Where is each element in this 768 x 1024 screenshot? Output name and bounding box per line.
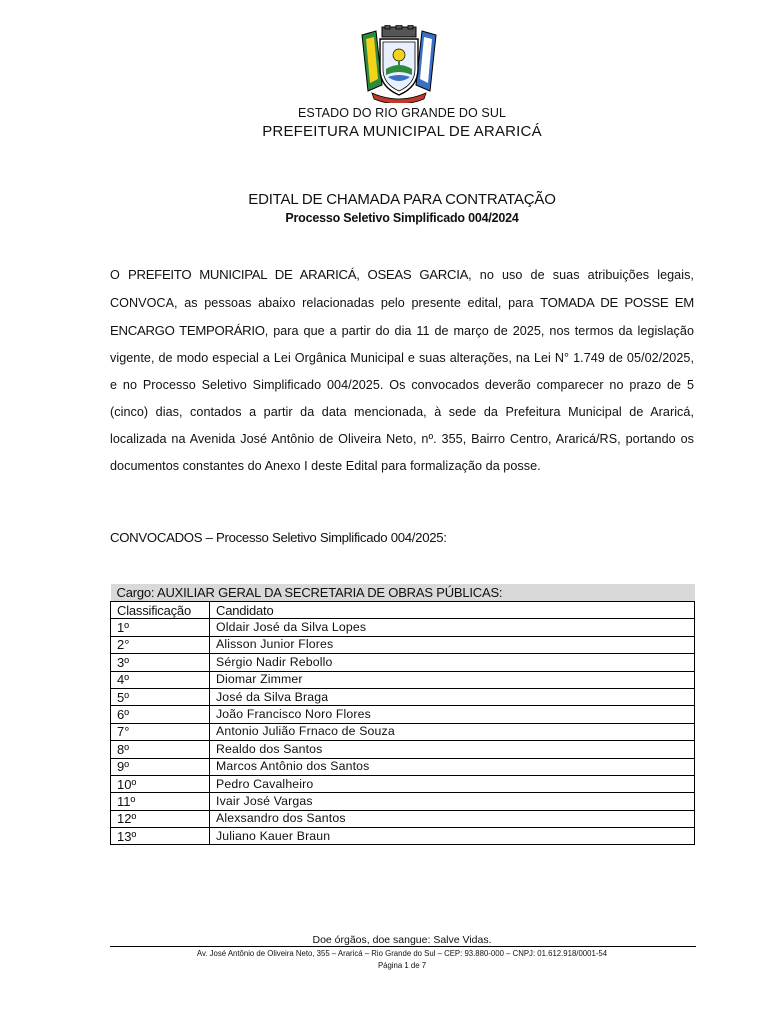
body-text-part: , no uso de suas atribuições legais, CONVOCA, as pessoas abaixo relacionadas pelo presente edital, para [110, 268, 694, 310]
body-text-part: , para que a partir do dia 11 de março de 2025, nos termos da legislação vigente, de modo especial a Lei Orgânica Municipal e suas alterações, na Lei N° 1.749 de 05/02/2025, e no Processo Seletivo Simplificado 004/2025. Os convocados deverão comparecer no prazo de 5 (cinco) dias, contados a partir da data mencionada, à sede da Prefeitura Municipal de Araricá, localizada na Avenida José Antônio de Oliveira Neto, nº. 355, Bairro Centro, Araricá/RS, portando os documentos constantes do Anexo I deste Edital para formalização da posse. [110, 324, 695, 473]
candidate-rank: 3º [111, 654, 210, 671]
footer-divider [110, 946, 696, 947]
candidate-name: Alexsandro dos Santos [210, 810, 695, 827]
candidate-rank: 2° [111, 636, 210, 653]
convocados-heading: CONVOCADOS – Processo Seletivo Simplificado 004/2025: [110, 530, 447, 545]
candidate-rank: 9º [111, 758, 210, 775]
body-paragraph [110, 261, 694, 480]
table-row [111, 723, 695, 740]
candidate-name: Diomar Zimmer [210, 671, 695, 688]
candidate-name: Alisson Junior Flores [210, 636, 695, 653]
table-row [111, 619, 695, 636]
candidate-name: Ivair José Vargas [210, 793, 695, 810]
table-header-row [111, 602, 695, 619]
table-row [111, 741, 695, 758]
table-row [111, 810, 695, 827]
candidate-rank: 12º [111, 810, 210, 827]
candidate-name: José da Silva Braga [210, 688, 695, 705]
column-header-rank: Classificação [111, 602, 210, 619]
body-text-part: O [110, 268, 128, 282]
municipal-coat-of-arms-icon [358, 25, 440, 103]
table-row [111, 688, 695, 705]
column-header-name: Candidato [210, 602, 695, 619]
table-row [111, 775, 695, 792]
table-row [111, 758, 695, 775]
footer-address: Av. José Antônio de Oliveira Neto, 355 – Araricá – Rio Grande do Sul – CEP: 93.880-000 – CNPJ: 01.612.918/0001-54 [196, 949, 608, 958]
mayor-name: PREFEITO MUNICIPAL DE ARARICÁ, OSEAS GARCIA [127, 267, 469, 282]
cargo-row [111, 584, 695, 602]
posse-emphasis: TOMADA DE POSSE EM ENCARGO TEMPORÁRIO [110, 295, 694, 338]
candidate-rank: 10º [111, 775, 210, 792]
candidate-rank: 6º [111, 706, 210, 723]
footer-message: Doe órgãos, doe sangue: Salve Vidas. [312, 934, 492, 946]
candidate-name: Antonio Julião Frnaco de Souza [210, 723, 695, 740]
candidate-name: Oldair José da Silva Lopes [210, 619, 695, 636]
candidate-name: João Francisco Noro Flores [210, 706, 695, 723]
table-row [111, 654, 695, 671]
candidate-rank: 11º [111, 793, 210, 810]
candidate-rank: 7° [111, 723, 210, 740]
candidate-name: Sérgio Nadir Rebollo [210, 654, 695, 671]
table-row [111, 828, 695, 845]
municipality-name: PREFEITURA MUNICIPAL DE ARARICÁ [262, 123, 542, 140]
candidate-rank: 13º [111, 828, 210, 845]
candidate-name: Realdo dos Santos [210, 741, 695, 758]
candidate-name: Marcos Antônio dos Santos [210, 758, 695, 775]
table-row [111, 706, 695, 723]
state-name: ESTADO DO RIO GRANDE DO SUL [297, 106, 507, 120]
page-number: Página 1 de 7 [377, 961, 427, 970]
document-title: EDITAL DE CHAMADA PARA CONTRATAÇÃO [248, 191, 556, 208]
candidate-rank: 8º [111, 741, 210, 758]
candidate-name: Pedro Cavalheiro [210, 775, 695, 792]
table-row [111, 636, 695, 653]
candidates-table [110, 584, 695, 845]
candidate-name: Juliano Kauer Braun [210, 828, 695, 845]
candidate-rank: 5º [111, 688, 210, 705]
candidate-rank: 4º [111, 671, 210, 688]
table-row [111, 793, 695, 810]
candidate-rank: 1º [111, 619, 210, 636]
cargo-label: Cargo: AUXILIAR GERAL DA SECRETARIA DE OBRAS PÚBLICAS: [111, 584, 695, 602]
table-row [111, 671, 695, 688]
document-subtitle: Processo Seletivo Simplificado 004/2024 [285, 211, 519, 225]
